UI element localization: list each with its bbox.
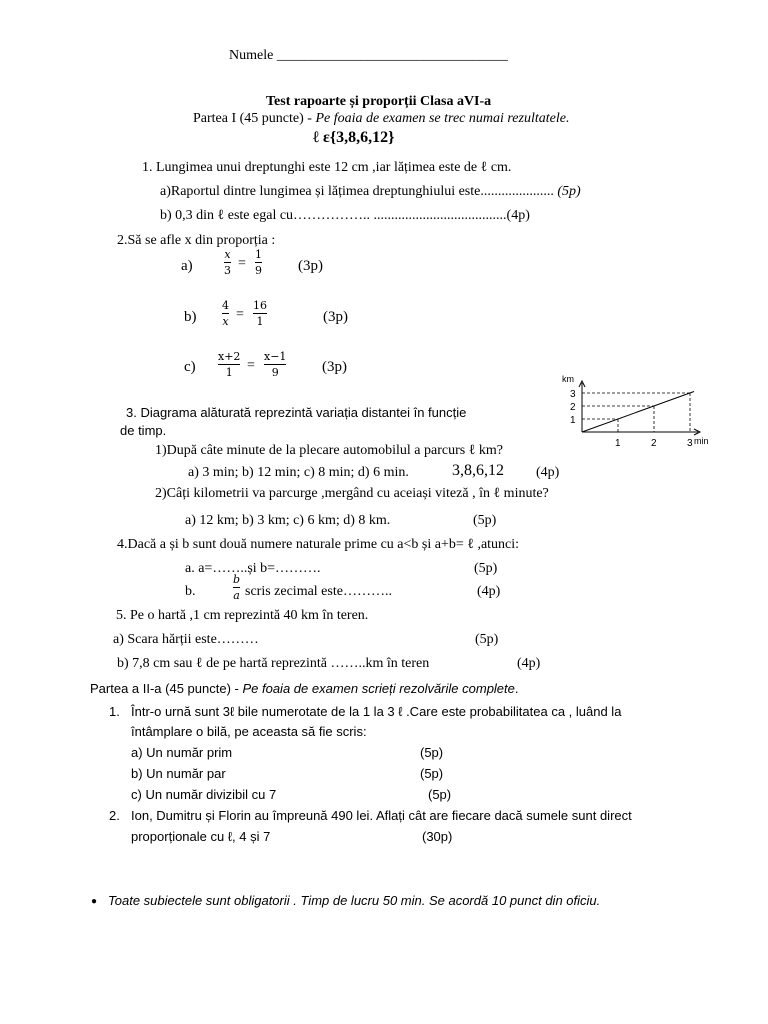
x-tick-label-1: 1 xyxy=(615,438,621,449)
q2-a-equals: = xyxy=(238,256,246,271)
q2-a-frac-left xyxy=(224,248,231,277)
p2-points: (30p) xyxy=(422,829,453,844)
q3-text-line1: 3. Diagrama alăturată reprezintă variația distantei în funcție xyxy=(126,405,467,420)
part1-heading xyxy=(193,111,569,127)
q2-b-frac-left xyxy=(222,299,229,328)
q3-s2: 2)Câți kilometrii va parcurge ,mergând cu aceiași viteză , în ℓ minute? xyxy=(155,486,549,501)
q2-a-label: a) xyxy=(181,258,193,274)
y-tick-label-2: 2 xyxy=(570,402,576,413)
q3-s1-points: (4p) xyxy=(536,465,560,480)
q2-a-n1: x xyxy=(224,248,231,261)
q4-b-label: b. xyxy=(185,584,196,599)
value-set: ℓ ε{3,8,6,12} xyxy=(313,129,395,146)
q4-b-text: scris zecimal este……….. xyxy=(245,584,392,599)
p2-line1: Ion, Dumitru și Florin au împreună 490 lei. Aflați cât are fiecare dacă sumele sunt direct xyxy=(131,808,632,823)
p1-b-points: (5p) xyxy=(420,766,444,781)
p1-b: b) Un număr par xyxy=(131,766,226,781)
q2-b-label: b) xyxy=(184,309,197,325)
q4-b-points: (4p) xyxy=(477,584,501,599)
q3-s1: 1)După câte minute de la plecare automobilul a parcurs ℓ km? xyxy=(155,443,504,458)
p2-line2: proporționale cu ℓ, 4 și 7 xyxy=(131,829,271,844)
q4-a: a. a=……..și b=………. xyxy=(185,561,321,576)
q2-b-d2: 1 xyxy=(256,315,264,328)
x-tick-label-3: 3 xyxy=(687,438,693,449)
y-axis-label: km xyxy=(562,374,574,384)
q2-c-points: (3p) xyxy=(322,359,347,375)
distance-line xyxy=(582,392,694,433)
part2-label: Partea a II-a (45 puncte) - xyxy=(90,681,243,696)
distance-time-graph xyxy=(560,372,709,456)
part1-label: Partea I (45 puncte) - xyxy=(193,111,316,126)
p1-a: a) Un număr prim xyxy=(131,745,233,760)
footer-bullet: ● xyxy=(91,896,98,907)
q2-a-d2: 9 xyxy=(255,264,262,277)
q5-a-points: (5p) xyxy=(475,632,499,647)
p1-a-points: (5p) xyxy=(420,745,444,760)
q2-c-n1: x+2 xyxy=(218,350,241,363)
q1-a-text: a)Raportul dintre lungimea și lățimea dreptunghiului este..................... xyxy=(160,184,558,199)
q2-b-d1: x xyxy=(222,315,229,328)
y-tick-label-3: 3 xyxy=(570,389,576,400)
part2-instruction: Pe foaia de examen scrieți rezolvările complete xyxy=(242,681,515,696)
q2-b-frac-right xyxy=(253,299,267,328)
x-tick-label-2: 2 xyxy=(651,438,657,449)
q5-b-points: (4p) xyxy=(517,656,541,671)
q1-a-points: (5p) xyxy=(557,184,581,199)
p1-c: c) Un număr divizibil cu 7 xyxy=(131,787,277,802)
q5-text: 5. Pe o hartă ,1 cm reprezintă 40 km în teren. xyxy=(116,608,369,623)
test-title: Test rapoarte și proporții Clasa aVI-a xyxy=(266,94,492,109)
q2-a-d1: 3 xyxy=(224,264,231,277)
p1-line1: Într-o urnă sunt 3ℓ bile numerotate de la 1 la 3 ℓ .Care este probabilitatea ca , luând la xyxy=(131,704,622,719)
q2-c-equals: = xyxy=(247,358,255,373)
q2-c-frac-left xyxy=(218,350,240,379)
part2-heading xyxy=(90,681,519,697)
q4-b-den: a xyxy=(233,589,240,602)
q2-a-frac-right xyxy=(255,248,262,277)
p2-number: 2. xyxy=(109,808,120,823)
p1-c-points: (5p) xyxy=(428,787,452,802)
q5-b: b) 7,8 cm sau ℓ de pe hartă reprezintă ……..km în teren xyxy=(117,656,430,671)
q2-b-equals: = xyxy=(236,307,244,322)
q1-text: 1. Lungimea unui dreptunghi este 12 cm ,iar lățimea este de ℓ cm. xyxy=(142,160,512,175)
q5-a: a) Scara hărții este……… xyxy=(113,632,259,647)
q2-c-d1: 1 xyxy=(225,366,233,379)
q3-s2-points: (5p) xyxy=(473,513,497,528)
q4-b-fraction xyxy=(233,573,240,602)
p1-number: 1. xyxy=(109,704,120,719)
q3-s1-set: 3,8,6,12 xyxy=(452,462,504,479)
q2-a-points: (3p) xyxy=(298,258,323,274)
q2-c-d2: 9 xyxy=(271,366,279,379)
q3-s2-options: a) 12 km; b) 3 km; c) 6 km; d) 8 km. xyxy=(185,513,391,528)
q2-c-label: c) xyxy=(184,359,196,375)
y-tick-label-1: 1 xyxy=(570,415,576,426)
q4-b-num: b xyxy=(233,573,241,586)
q2-text: 2.Să se afle x din proporția : xyxy=(117,233,276,248)
q2-b-n1: 4 xyxy=(222,299,229,312)
q3-s1-options: a) 3 min; b) 12 min; c) 8 min; d) 6 min. xyxy=(188,465,409,480)
q2-b-points: (3p) xyxy=(323,309,348,325)
q4-text: 4.Dacă a și b sunt două numere naturale prime cu a<b și a+b= ℓ ,atunci: xyxy=(117,537,520,552)
name-field-label: Numele _________________________________ xyxy=(229,48,508,63)
q2-c-n2: x−1 xyxy=(264,350,287,363)
p1-line2: întâmplare o bilă, pe aceasta să fie scris: xyxy=(131,724,367,739)
part2-period: . xyxy=(514,681,519,696)
q1-a xyxy=(160,184,581,200)
q2-c-frac-right xyxy=(264,350,286,379)
q4-a-points: (5p) xyxy=(474,561,498,576)
q2-a-n2: 1 xyxy=(255,248,262,261)
x-axis-label: min xyxy=(694,436,709,446)
footer-note: Toate subiectele sunt obligatorii . Timp de lucru 50 min. Se acordă 10 punct din oficiu. xyxy=(108,893,601,908)
part1-instruction: Pe foaia de examen se trec numai rezultatele. xyxy=(315,111,570,126)
q1-b: b) 0,3 din ℓ este egal cu…………….. ......................................(4p) xyxy=(160,208,530,223)
q3-text-line2: de timp. xyxy=(120,423,167,438)
q2-b-n2: 16 xyxy=(253,299,267,312)
